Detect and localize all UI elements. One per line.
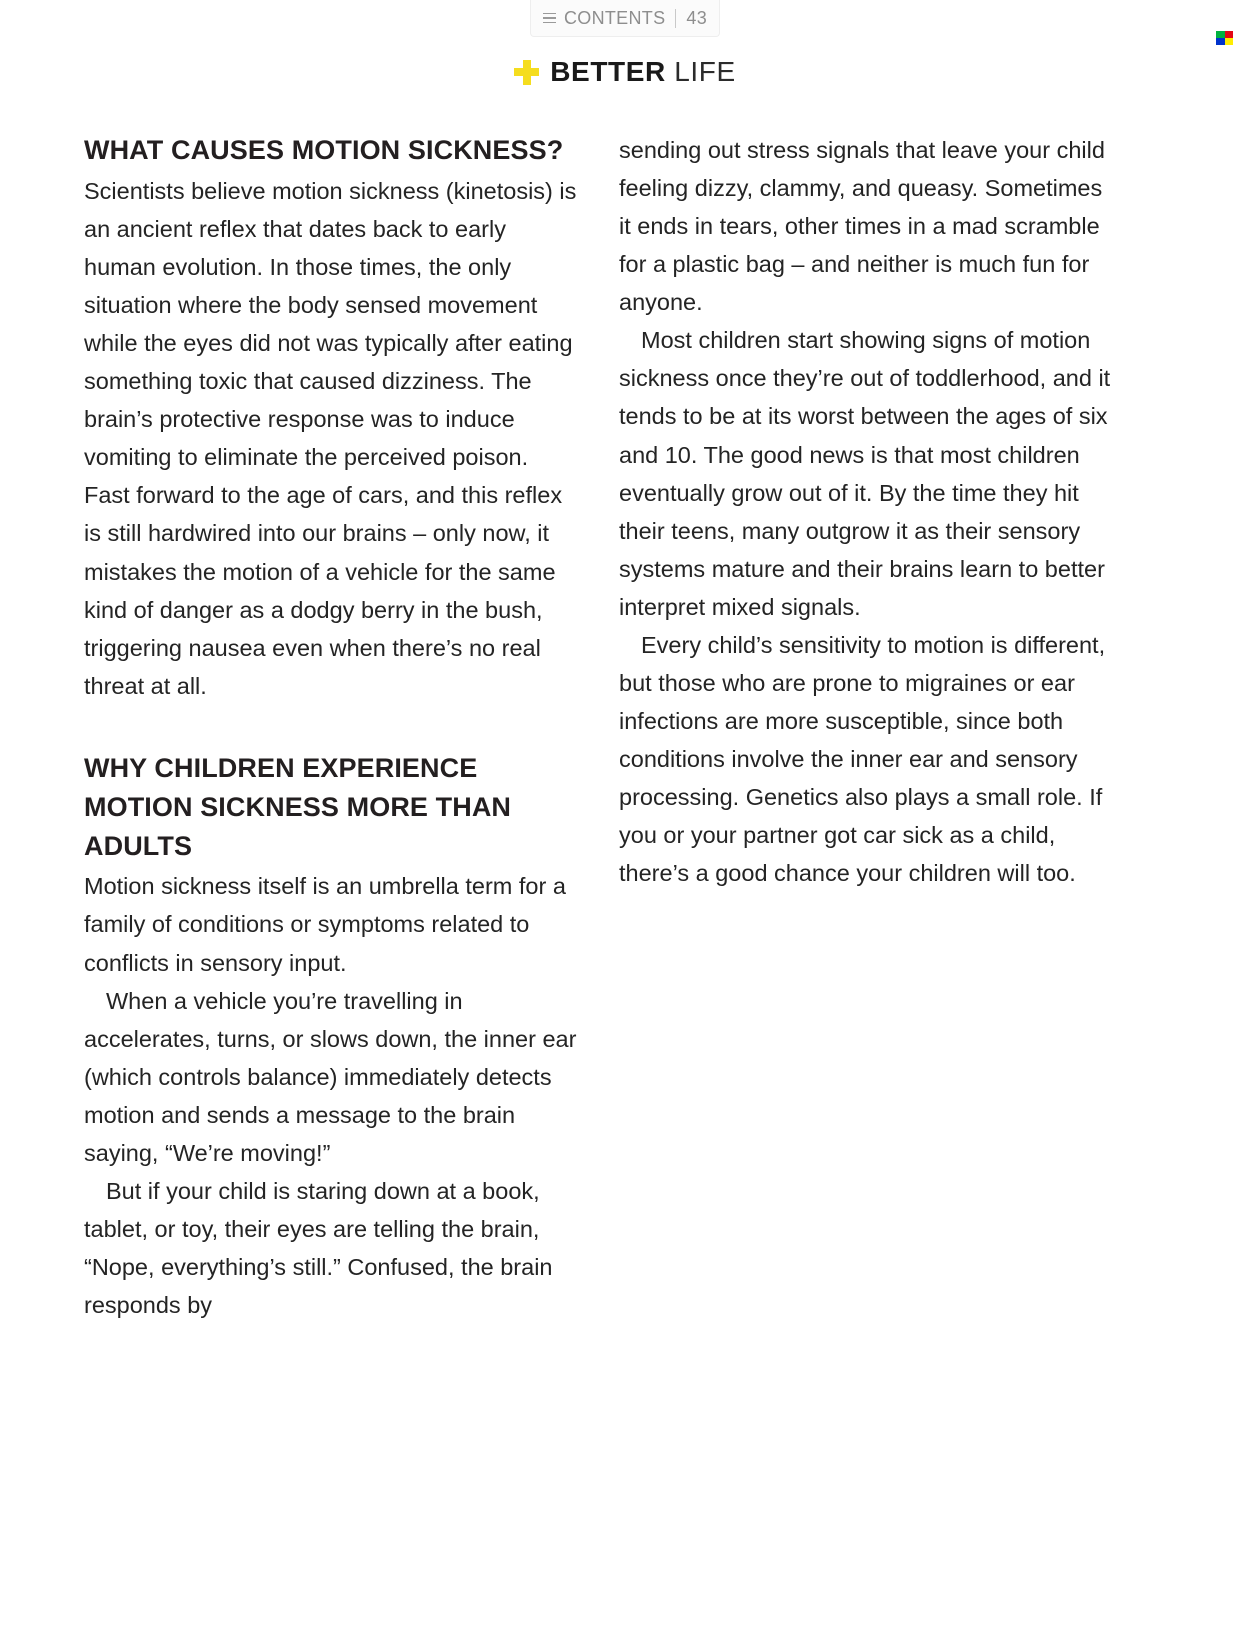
- contents-label: CONTENTS: [563, 7, 666, 28]
- brand-title-light: LIFE: [674, 56, 736, 87]
- color-registration-swatch: [1216, 31, 1233, 45]
- page-number: 43: [686, 7, 708, 28]
- swatch-green: [1216, 31, 1225, 38]
- article-column-right: [619, 131, 1112, 1324]
- plus-icon: [514, 60, 539, 85]
- brand-title-strong: BETTER: [550, 56, 666, 87]
- article-body: [84, 131, 1112, 1324]
- article-column-left: [84, 131, 577, 1324]
- swatch-yellow: [1225, 38, 1234, 45]
- body-paragraph: Motion sickness itself is an umbrella term for a family of conditions or symptoms related to conflicts in sensory input.: [84, 873, 566, 976]
- body-paragraph: Most children start showing signs of motion sickness once they’re out of toddlerhood, and it tends to be at its worst between the ages of six and 10. The good news is that most children eventually grow out of it. By the time they hit their teens, many outgrow it as their sensory systems mature and their brains learn to better interpret mixed signals.: [619, 327, 1111, 620]
- article-block: [84, 131, 577, 705]
- body-paragraph: Scientists believe motion sickness (kinetosis) is an ancient reflex that dates back to early human evolution. In those times, the only situation where the body sensed movement while the eyes did not was typically after eating something toxic that caused dizziness. The brain’s protective response was to induce vomiting to eliminate the perceived poison. Fast forward to the age of cars, and this reflex is still hardwired into our brains – only now, it mistakes the motion of a vehicle for the same kind of danger as a dodgy berry in the bush, triggering nausea even when there’s no real threat at all.: [84, 177, 577, 699]
- hamburger-icon: [543, 13, 556, 23]
- nav-divider: [675, 9, 676, 28]
- body-paragraph: But if your child is staring down at a book, tablet, or toy, their eyes are telling the brain, “Nope, everything’s still.” Confused, the brain responds by: [84, 1177, 553, 1319]
- swatch-blue: [1216, 38, 1225, 45]
- contents-nav-pill[interactable]: [530, 0, 720, 37]
- section-heading: WHY CHILDREN EXPERIENCE MOTION SICKNESS MORE THAN ADULTS: [84, 752, 512, 861]
- brand-title: [550, 58, 736, 86]
- section-heading: WHAT CAUSES MOTION SICKNESS?: [84, 135, 564, 165]
- article-block: [84, 749, 577, 1324]
- body-paragraph: sending out stress signals that leave your child feeling dizzy, clammy, and queasy. Sometimes it ends in tears, other times in a mad scramble for a plastic bag – and neither is much fun for anyone.: [619, 137, 1105, 316]
- section-masthead: [0, 58, 1250, 86]
- body-paragraph: Every child’s sensitivity to motion is different, but those who are prone to migraines or ear infections are more susceptible, since both conditions involve the inner ear and sensory processing. Genetics also plays a small role. If you or your partner got car sick as a child, there’s a good chance your children will too.: [619, 631, 1106, 887]
- body-paragraph: When a vehicle you’re travelling in accelerates, turns, or slows down, the inner ear (which controls balance) immediately detects motion and sends a message to the brain saying, “We’re moving!”: [84, 987, 577, 1166]
- swatch-red: [1225, 31, 1234, 38]
- article-block: [619, 131, 1112, 892]
